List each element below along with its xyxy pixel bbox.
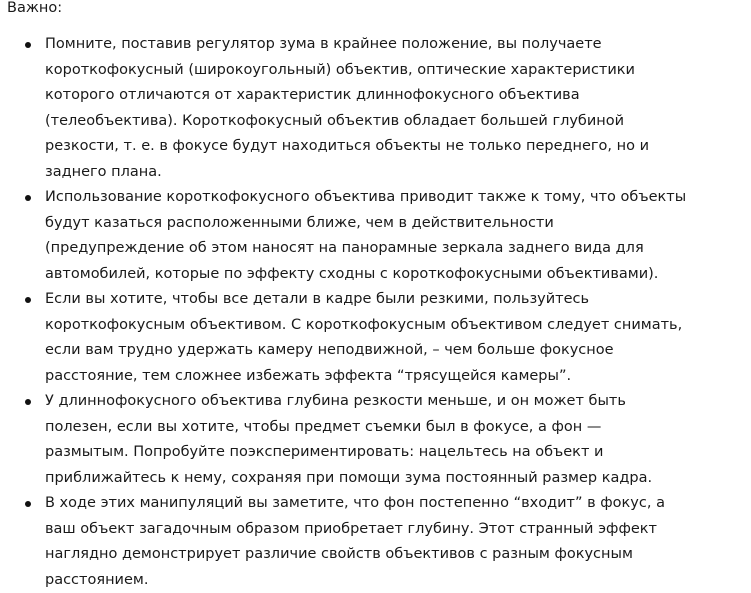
list-item: [0, 185, 751, 287]
list-item-text: Помните, поставив регулятор зума в крайнее положение, вы получаете короткофокусный (широкоугольный) объектив, оптические характеристики которого отличаются от характеристик длиннофокусного объектива (телеобъектива). Короткофокусный объектив обладает большей глубиной резкости, т. е. в фокусе будут находиться объекты не только переднего, но и заднего плана.: [45, 36, 650, 180]
list-item: [0, 32, 751, 185]
bullet-icon: [25, 297, 31, 303]
bullet-icon: [25, 399, 31, 405]
list-item: [0, 287, 751, 389]
list-item: [0, 491, 751, 593]
list-item: [0, 389, 751, 491]
bullet-icon: [25, 501, 31, 507]
list-item-text: У длиннофокусного объектива глубина резкости меньше, и он может быть полезен, если вы хотите, чтобы предмет съемки был в фокусе, а фон — размытым. Попробуйте поэкспериментировать: нацельтесь на объект и приближайтесь к нему, сохраняя при помощи зума постоянный размер кадра.: [45, 393, 653, 486]
list-item-text: Использование короткофокусного объектива приводит также к тому, что объекты будут казаться расположенными ближе, чем в действительности (предупреждение об этом наносят на панорамные зеркала заднего вида для автомобилей, которые по эффекту сходны с короткофокусными объективами).: [45, 189, 687, 282]
bullet-icon: [25, 42, 31, 48]
heading: Важно:: [7, 0, 63, 16]
bullet-list: [0, 32, 751, 593]
list-item-text: Если вы хотите, чтобы все детали в кадре были резкими, пользуйтесь короткофокусным объективом. С короткофокусным объективом следует снимать, если вам трудно удержать камеру неподвижной, – чем больше фокусное расстояние, тем сложнее избежать эффекта “трясущейся камеры”.: [45, 291, 683, 384]
list-item-text: В ходе этих манипуляций вы заметите, что фон постепенно “входит” в фокус, а ваш объект загадочным образом приобретает глубину. Этот странный эффект наглядно демонстрирует различие свойств объективов с разным фокусным расстоянием.: [45, 495, 665, 588]
bullet-icon: [25, 195, 31, 201]
